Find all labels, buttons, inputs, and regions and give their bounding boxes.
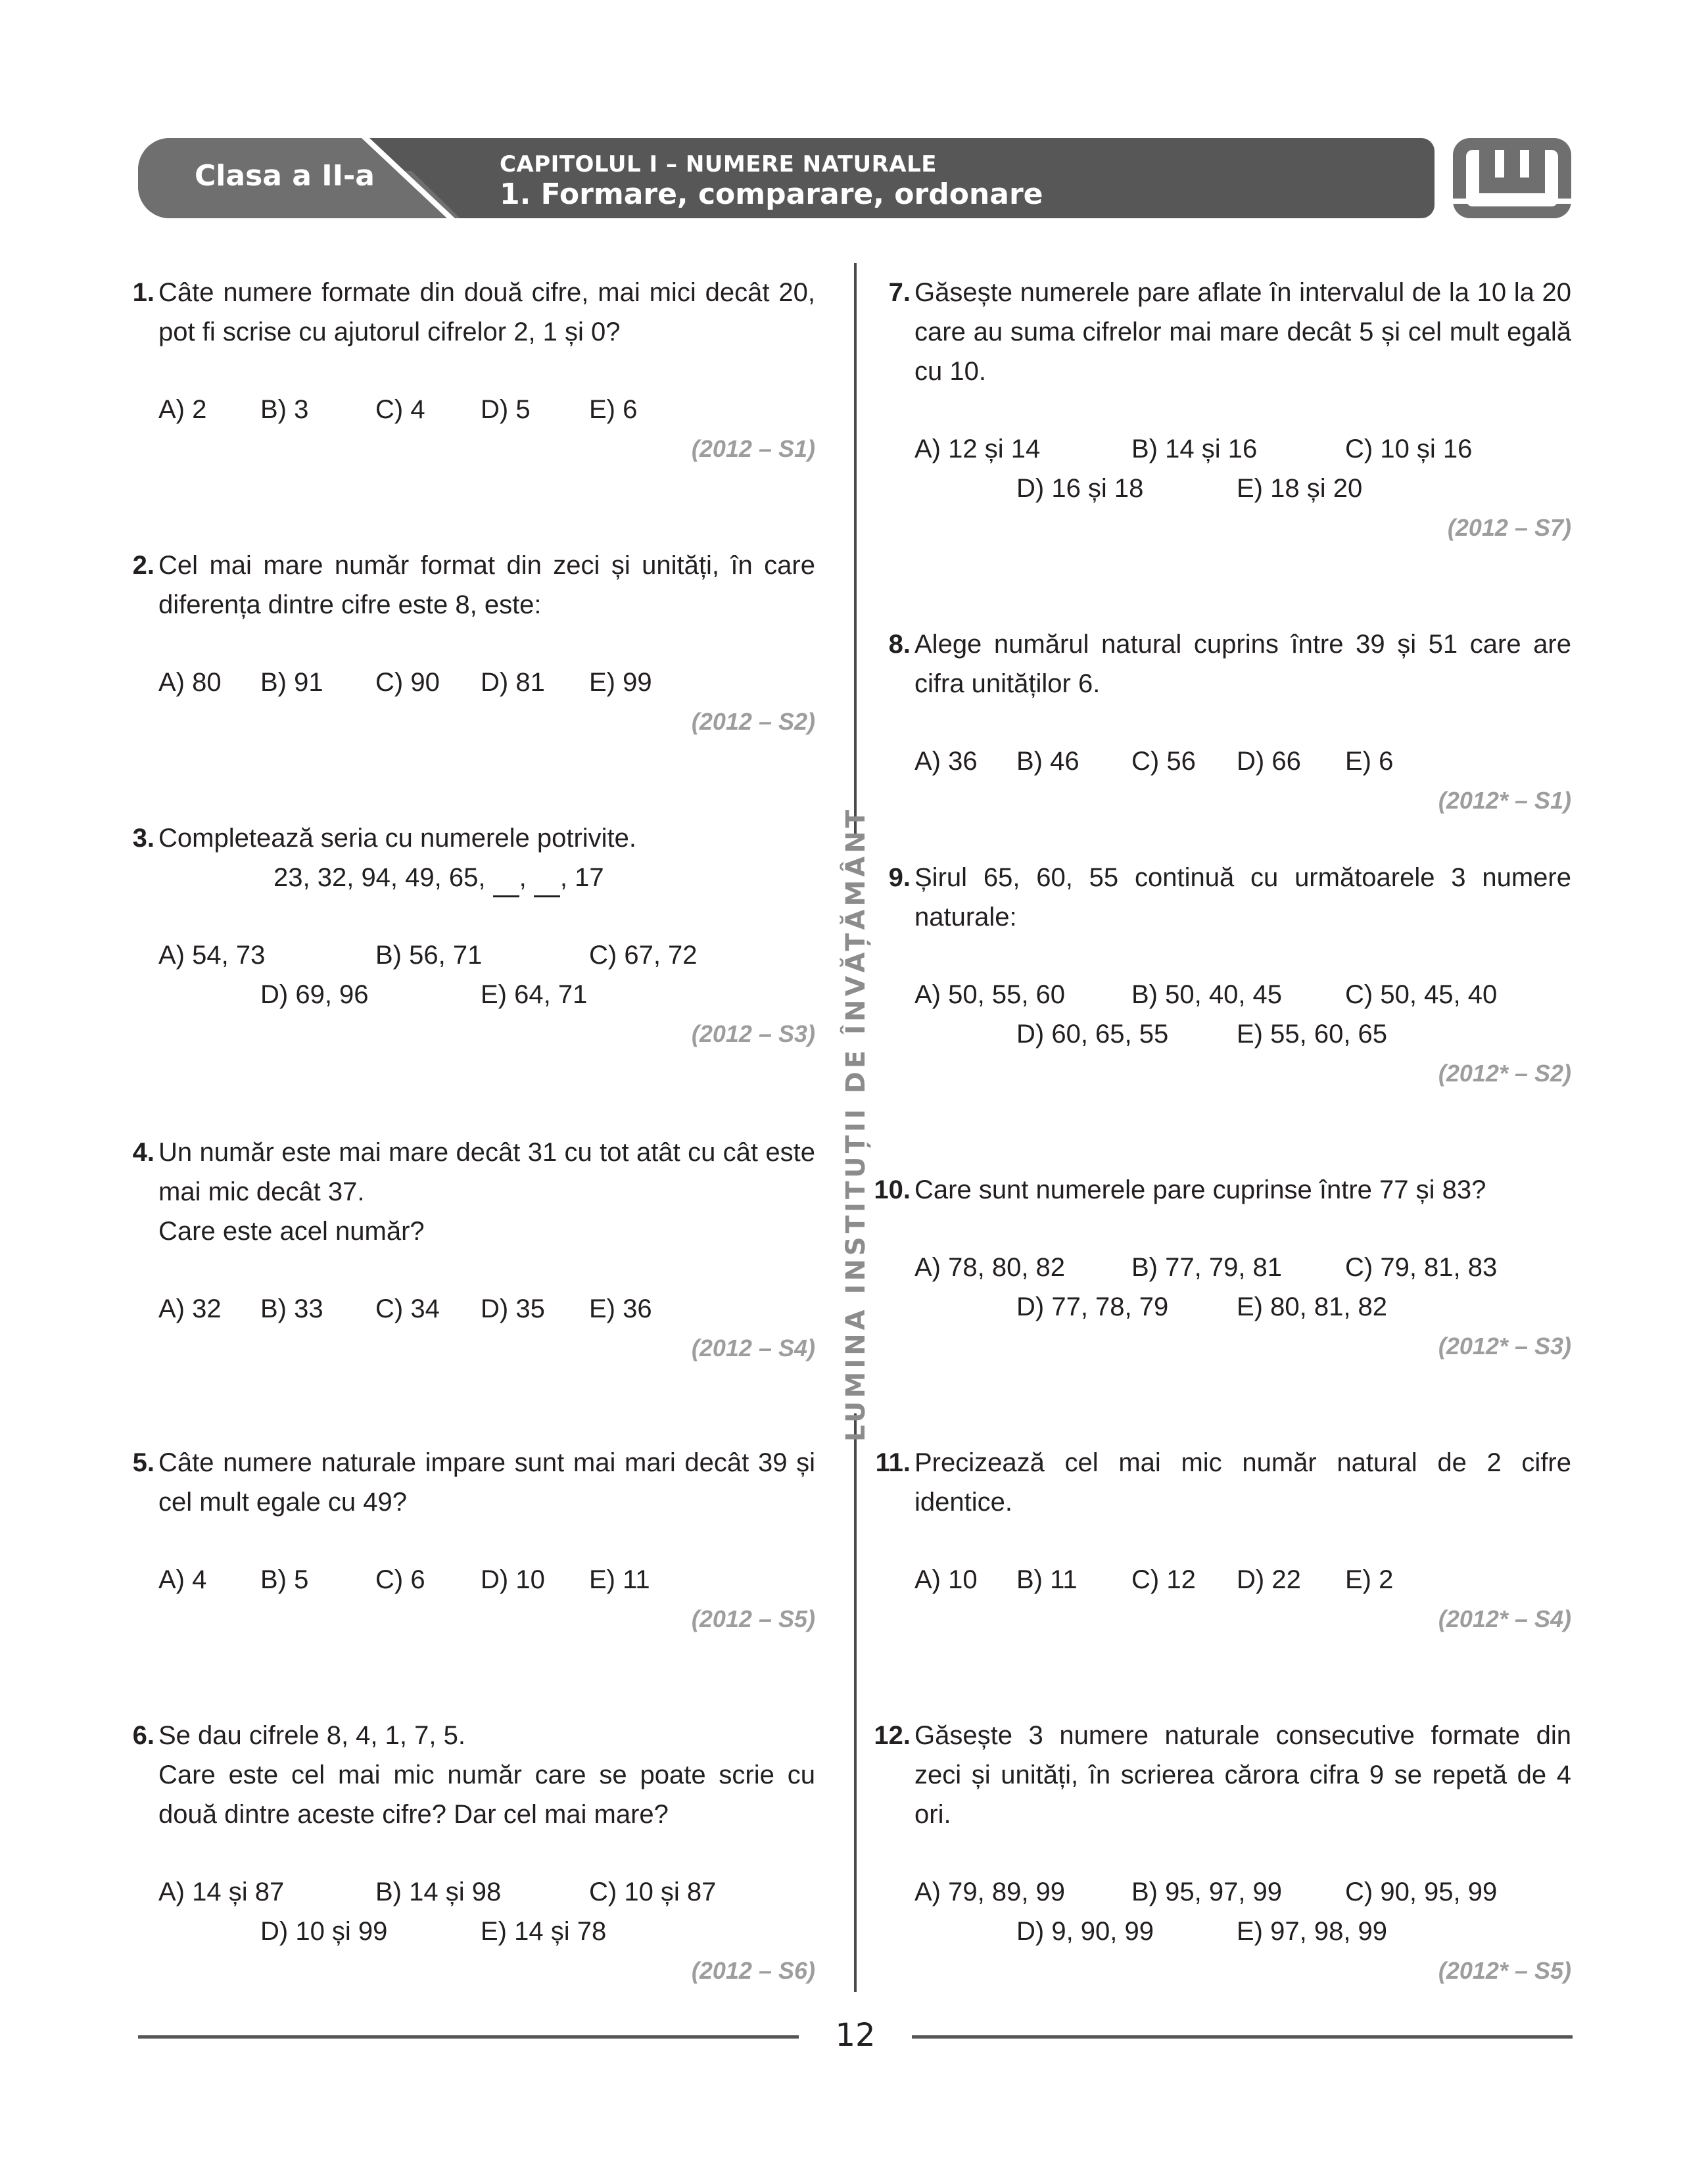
problem-number: 11. [875,1448,911,1477]
answer-option[interactable]: C) 12 [1131,1565,1196,1594]
answer-option[interactable]: A) 2 [158,395,207,424]
problem-statement: Găsește numerele pare aflate în intervalul de la 10 la 20 care au suma cifrelor mai mare decât 5 și cel mult egală cu 10. [914,278,1571,386]
problem-3 [108,818,815,1054]
problem-number: 12. [874,1721,911,1750]
problem-number: 10. [874,1175,911,1204]
problem-11 [865,1443,1571,1639]
problem-statement: Precizează cel mai mic număr natural de 2 cifre identice. [914,1448,1571,1517]
answer-option[interactable]: C) 67, 72 [589,941,698,970]
problem-source: (2012 – S3) [691,1020,815,1047]
answer-option[interactable]: E) 11 [589,1565,650,1594]
answer-options [158,663,815,702]
problem-statement: Câte numere formate din două cifre, mai mici decât 20, pot fi scrise cu ajutorul cifrelor 2, 1 și 0? [158,278,815,346]
problem-number: 8. [888,630,911,659]
problem-number: 2. [132,551,154,580]
problem-source: (2012* – S2) [1438,1060,1571,1087]
answer-option[interactable]: C) 56 [1131,747,1196,776]
answer-option[interactable]: C) 90, 95, 99 [1345,1878,1498,1906]
answer-option[interactable]: E) 36 [589,1294,652,1323]
problem-number: 5. [132,1448,154,1477]
answer-option[interactable]: D) 9, 90, 99 [1016,1917,1154,1946]
answer-option[interactable]: B) 46 [1016,747,1079,776]
problem-statement: Completează seria cu numerele potrivite. 23, 32, 94, 49, 65, , , 17 [158,818,815,897]
problem-statement: Care sunt numerele pare cuprinse între 77 și 83? [914,1175,1486,1204]
problem-number: 9. [888,863,911,892]
problem-source: (2012* – S5) [1438,1957,1571,1984]
problem-source: (2012* – S3) [1438,1333,1571,1359]
answer-option[interactable]: C) 34 [375,1294,440,1323]
answer-option[interactable]: C) 79, 81, 83 [1345,1253,1498,1282]
problem-2 [108,546,815,742]
answer-option[interactable]: C) 90 [375,668,440,697]
column-divider-bottom [854,1413,857,1992]
problem-statement: Șirul 65, 60, 55 continuă cu următoarele 3 numere naturale: [914,863,1571,932]
answer-option[interactable]: D) 77, 78, 79 [1016,1292,1169,1321]
problem-number: 3. [132,824,154,853]
answer-options [914,742,1571,781]
answer-option[interactable]: D) 35 [481,1294,545,1323]
problem-source: (2012 – S6) [691,1957,815,1984]
answer-option[interactable]: A) 36 [914,747,978,776]
problem-number: 6. [132,1721,154,1750]
answer-option[interactable]: A) 14 și 87 [158,1878,285,1906]
problem-12 [865,1716,1571,1991]
answer-option[interactable]: C) 10 și 87 [589,1878,717,1906]
problem-source: (2012 – S4) [691,1335,815,1361]
side-watermark-text: LUMINA INSTITUȚII DE ÎNVĂȚĂMÂNT [841,806,871,1442]
answer-option[interactable]: A) 50, 55, 60 [914,980,1066,1009]
answer-options [158,1289,815,1329]
answer-option[interactable]: A) 4 [158,1565,207,1594]
answer-option[interactable]: B) 11 [1016,1565,1078,1594]
answer-option[interactable]: D) 22 [1237,1565,1301,1594]
answer-option[interactable]: A) 10 [914,1565,978,1594]
problem-6 [108,1716,815,1991]
problem-source: (2012 – S1) [691,435,815,462]
answer-option[interactable]: E) 55, 60, 65 [1237,1020,1388,1049]
answer-option[interactable]: D) 10 și 99 [260,1917,388,1946]
problem-source: (2012* – S1) [1438,787,1571,814]
problem-statement: Se dau cifrele 8, 4, 1, 7, 5. Care este cel mai mic număr care se poate scrie cu două dintre aceste cifre? Dar cel mai mare? [158,1721,815,1829]
answer-options [158,935,815,1014]
answer-option[interactable]: E) 80, 81, 82 [1237,1292,1388,1321]
answer-option[interactable]: B) 77, 79, 81 [1131,1253,1283,1282]
answer-options [914,975,1571,1054]
problem-source: (2012* – S4) [1438,1605,1571,1632]
answer-options [914,1560,1571,1599]
column-divider-top [854,263,857,834]
answer-option[interactable]: E) 2 [1345,1565,1394,1594]
answer-option[interactable]: D) 69, 96 [260,980,369,1009]
answer-option[interactable]: E) 6 [1345,747,1394,776]
answer-option[interactable]: E) 97, 98, 99 [1237,1917,1388,1946]
answer-option[interactable]: D) 16 și 18 [1016,474,1144,503]
problem-statement: Cel mai mare număr format din zeci și unități, în care diferența dintre cifre este 8, este: [158,551,815,619]
page-number: 12 [835,2017,876,2054]
answer-option[interactable]: B) 33 [260,1294,323,1323]
answer-option[interactable]: B) 5 [260,1565,309,1594]
answer-option[interactable]: A) 32 [158,1294,222,1323]
lesson-title: 1. Formare, comparare, ordonare [500,177,1043,211]
answer-option[interactable]: C) 50, 45, 40 [1345,980,1498,1009]
problem-source: (2012 – S2) [691,708,815,735]
answer-option[interactable]: D) 60, 65, 55 [1016,1020,1169,1049]
problem-7 [865,273,1571,548]
problem-statement: Găsește 3 numere naturale consecutive formate din zeci și unități, în scrierea cărora cifra 9 se repetă de 4 ori. [914,1721,1571,1829]
problem-4 [108,1133,815,1368]
answer-option[interactable]: B) 56, 71 [375,941,483,970]
answer-option[interactable]: B) 50, 40, 45 [1131,980,1283,1009]
problem-number: 4. [132,1138,154,1167]
answer-option[interactable]: C) 10 și 16 [1345,435,1473,463]
problem-source: (2012 – S5) [691,1605,815,1632]
footer-rule-right [912,2035,1573,2039]
blank-slot [493,868,519,897]
chapter-title: CAPITOLUL I – NUMERE NATURALE [500,151,937,177]
answer-option[interactable]: E) 99 [589,668,652,697]
problem-statement: Alege numărul natural cuprins între 39 și 51 care are cifra unităților 6. [914,630,1571,698]
answer-option[interactable]: B) 14 și 98 [375,1878,502,1906]
answer-option[interactable]: A) 78, 80, 82 [914,1253,1066,1282]
answer-options [914,429,1571,508]
answer-option[interactable]: C) 6 [375,1565,425,1594]
problem-statement: Un număr este mai mare decât 31 cu tot atât cu cât este mai mic decât 37. Care este acel număr? [158,1138,815,1246]
answer-option[interactable]: D) 66 [1237,747,1301,776]
answer-option[interactable]: A) 54, 73 [158,941,266,970]
problem-1 [108,273,815,469]
problem-5 [108,1443,815,1639]
problem-number: 7. [888,278,911,307]
answer-option[interactable]: A) 79, 89, 99 [914,1878,1066,1906]
publisher-logo-icon [1450,135,1574,221]
footer-rule-left [138,2035,799,2039]
class-label: Clasa a II-a [195,159,375,193]
answer-option[interactable]: A) 80 [158,668,222,697]
problem-8 [865,625,1571,820]
answer-option[interactable]: E) 14 și 78 [481,1917,607,1946]
answer-option[interactable]: D) 5 [481,395,531,424]
class-tab [138,138,460,218]
answer-option[interactable]: B) 3 [260,395,309,424]
answer-options [158,390,815,429]
answer-option[interactable]: E) 6 [589,395,638,424]
answer-option[interactable]: A) 12 și 14 [914,435,1041,463]
answer-option[interactable]: B) 91 [260,668,323,697]
answer-options [158,1872,815,1951]
problem-source: (2012 – S7) [1447,514,1571,541]
problem-9 [865,858,1571,1093]
number-sequence: 23, 32, 94, 49, 65, , , 17 [273,858,815,897]
blank-slot [534,868,560,897]
answer-option[interactable]: D) 81 [481,668,545,697]
problem-number: 1. [132,278,154,307]
answer-options [914,1872,1571,1951]
problem-statement: Câte numere naturale impare sunt mai mari decât 39 și cel mult egale cu 49? [158,1448,815,1517]
answer-option[interactable]: B) 95, 97, 99 [1131,1878,1283,1906]
answer-option[interactable]: E) 64, 71 [481,980,588,1009]
answer-options [914,1248,1571,1327]
problem-10 [865,1170,1571,1366]
answer-option[interactable]: B) 14 și 16 [1131,435,1258,463]
answer-options [158,1560,815,1599]
answer-option[interactable]: C) 4 [375,395,425,424]
answer-option[interactable]: E) 18 și 20 [1237,474,1363,503]
answer-option[interactable]: D) 10 [481,1565,545,1594]
